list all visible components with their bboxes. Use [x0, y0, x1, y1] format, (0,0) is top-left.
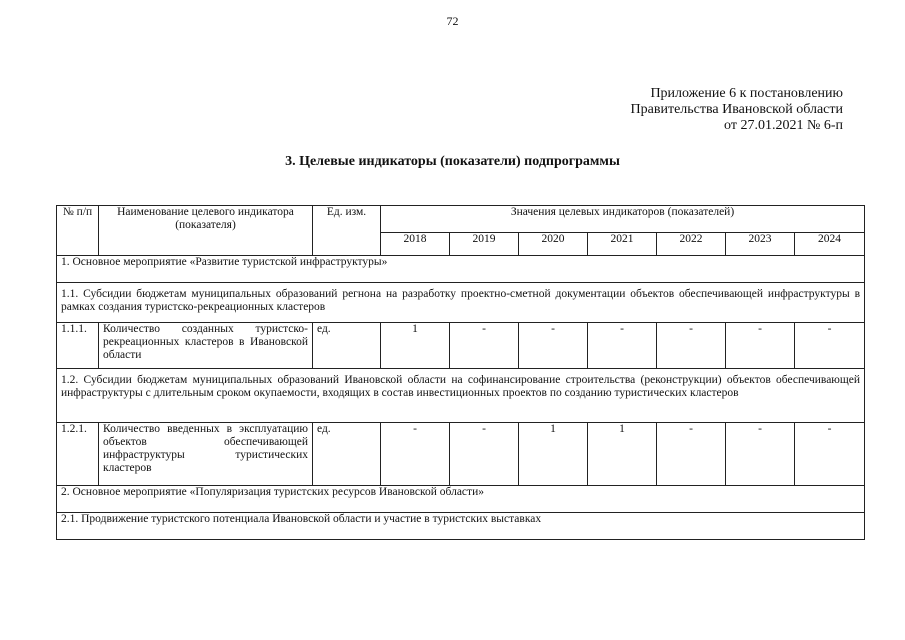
row-value: -	[381, 423, 450, 486]
table-row	[57, 486, 865, 513]
row-num: 1.2.1.	[57, 423, 99, 486]
appendix-line-1: Приложение 6 к постановлению	[650, 86, 843, 101]
indicators-table	[56, 205, 865, 540]
table-row	[57, 323, 865, 369]
row-value: 1	[588, 423, 657, 486]
row-value: -	[795, 323, 865, 369]
row-value: 1	[381, 323, 450, 369]
header-year: 2019	[450, 233, 519, 256]
row-value: -	[450, 323, 519, 369]
group-2-title: 2. Основное мероприятие «Популяризация туристских ресурсов Ивановской области»	[57, 486, 865, 513]
row-indicator-name: Количество созданных туристско-рекреационных кластеров в Ивановской области	[99, 323, 313, 369]
header-year: 2024	[795, 233, 865, 256]
appendix-reference	[631, 86, 843, 134]
row-value: -	[588, 323, 657, 369]
subsection-2-1: 2.1. Продвижение туристского потенциала Ивановской области и участие в туристских выставках	[57, 513, 865, 540]
row-value: -	[519, 323, 588, 369]
table-row	[57, 256, 865, 283]
subsection-1-2: 1.2. Субсидии бюджетам муниципальных образований Ивановской области на софинансирование строительства (реконструкции) объектов обеспечивающей инфраструктуры с длительным сроком окупаемости, входящих в состав инвестиционных проектов по созданию туристических кластеров	[57, 369, 865, 423]
header-name: Наименование целевого индикатора (показателя)	[99, 206, 313, 256]
row-value: 1	[519, 423, 588, 486]
appendix-line-3: от 27.01.2021 № 6-п	[724, 118, 843, 133]
page-number: 72	[446, 14, 459, 28]
row-value: -	[657, 423, 726, 486]
row-value: -	[795, 423, 865, 486]
appendix-line-2: Правительства Ивановской области	[630, 102, 843, 117]
section-title: 3. Целевые индикаторы (показатели) подпрограммы	[285, 154, 620, 169]
header-unit: Ед. изм.	[313, 206, 381, 256]
header-values: Значения целевых индикаторов (показателей)	[381, 206, 865, 233]
row-value: -	[657, 323, 726, 369]
header-year: 2021	[588, 233, 657, 256]
header-year: 2018	[381, 233, 450, 256]
subsection-1-1: 1.1. Субсидии бюджетам муниципальных образований регнона на разработку проектно-сметной документации объектов обеспечивающей инфраструктуры в рамках создания туристско-рекреационных кластеров	[57, 283, 865, 323]
table-row	[57, 423, 865, 486]
header-year: 2022	[657, 233, 726, 256]
table-row	[57, 369, 865, 423]
header-year: 2023	[726, 233, 795, 256]
group-1-title: 1. Основное мероприятие «Развитие туристской инфраструктуры»	[57, 256, 865, 283]
table-header-row	[57, 206, 865, 233]
row-indicator-name: Количество введенных в эксплуатацию объектов обеспечивающей инфраструктуры туристических кластеров	[99, 423, 313, 486]
header-year: 2020	[519, 233, 588, 256]
table-row	[57, 513, 865, 540]
table-row	[57, 283, 865, 323]
row-unit: ед.	[313, 423, 381, 486]
row-num: 1.1.1.	[57, 323, 99, 369]
row-value: -	[726, 423, 795, 486]
row-value: -	[450, 423, 519, 486]
row-value: -	[726, 323, 795, 369]
header-num: № п/п	[57, 206, 99, 256]
row-unit: ед.	[313, 323, 381, 369]
